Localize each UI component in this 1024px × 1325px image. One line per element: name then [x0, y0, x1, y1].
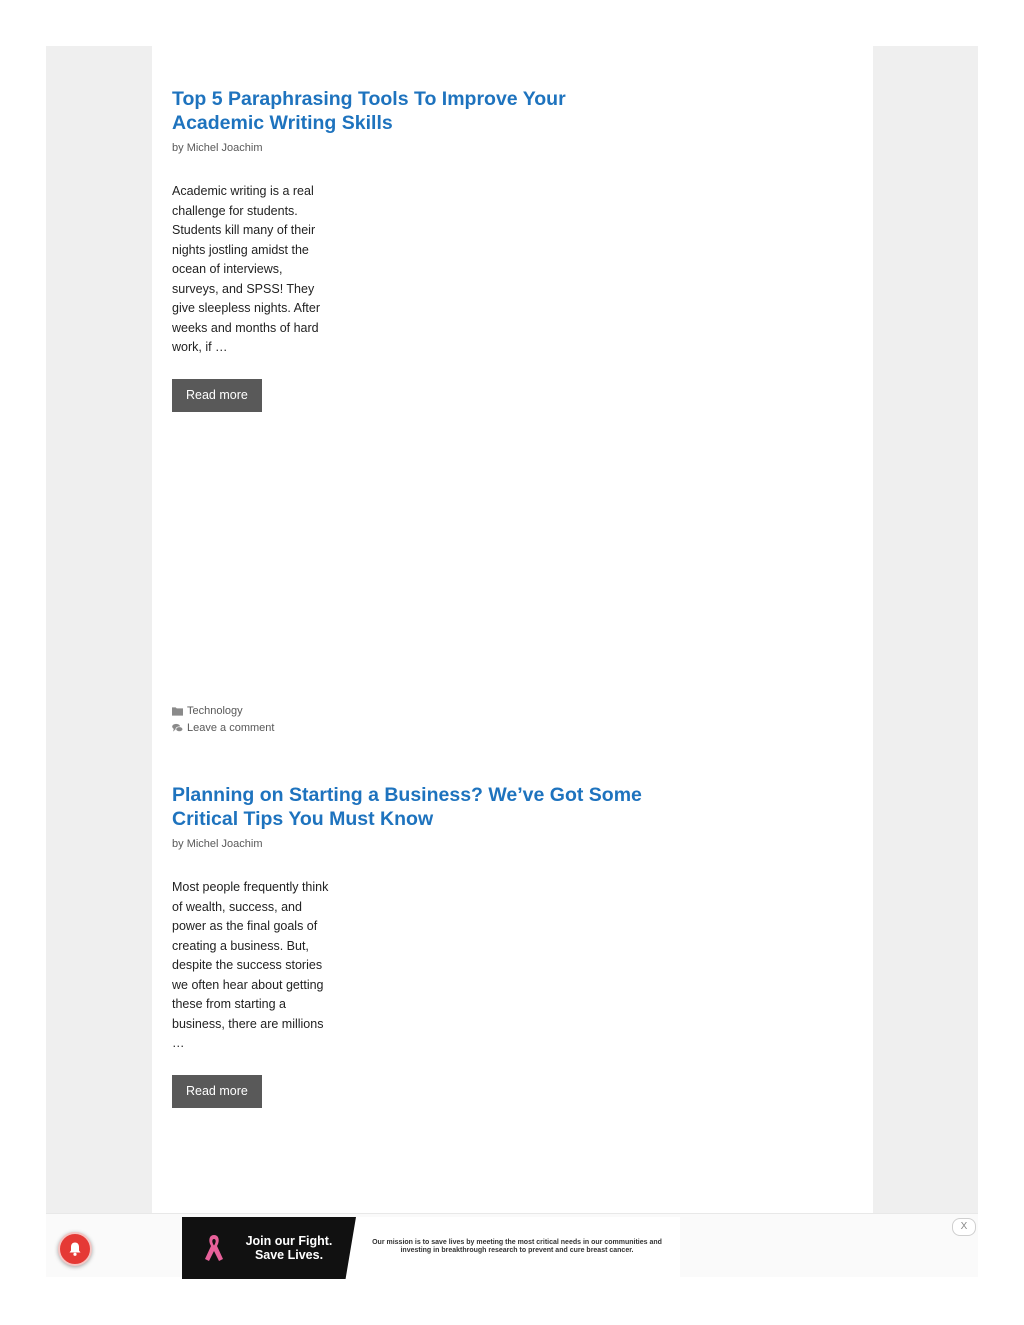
- article-title-link[interactable]: Planning on Starting a Business? We’ve Got Some Critical Tips You Must Know: [172, 784, 642, 830]
- ad-headline-line1: Join our Fight.: [245, 1234, 333, 1248]
- article-excerpt: Most people frequently think of wealth, success, and power as the final goals of creating a business. But, despite the success stories we often hear about getting these from starting a business, there are millions …: [172, 880, 329, 1050]
- leave-comment-link[interactable]: Leave a comment: [187, 721, 275, 734]
- read-more-button[interactable]: Read more: [172, 379, 262, 412]
- article-title-link[interactable]: Top 5 Paraphrasing Tools To Improve Your Academic Writing Skills: [172, 88, 566, 134]
- byline: [172, 838, 672, 850]
- ad-headline: [234, 1234, 344, 1262]
- author-link[interactable]: Michel Joachim: [186, 142, 263, 154]
- byline-prefix: by: [172, 838, 184, 850]
- article-excerpt: Academic writing is a real challenge for students. Students kill many of their nights jostling amidst the ocean of interviews, surveys, and SPSS! They give sleepless nights. After weeks and months of hard work, if …: [172, 184, 320, 354]
- notification-bell-button[interactable]: [58, 1232, 92, 1266]
- category-row: [172, 703, 274, 720]
- byline-prefix: by: [172, 142, 184, 154]
- ad-body-text: Our mission is to save lives by meeting the most critical needs in our communities and investing in breakthrough research to prevent and cure breast cancer.: [372, 1239, 662, 1254]
- ad-headline-line2: Save Lives.: [254, 1248, 324, 1262]
- read-more-button[interactable]: Read more: [172, 1075, 262, 1108]
- ribbon-icon: [202, 1233, 226, 1263]
- comment-row: [172, 720, 274, 737]
- entry-meta: [172, 703, 274, 736]
- article-card: [172, 87, 672, 412]
- ad-banner[interactable]: [182, 1217, 680, 1279]
- bell-icon: [67, 1241, 83, 1257]
- article-card: [172, 783, 672, 1108]
- comments-icon: [172, 723, 183, 733]
- byline: [172, 142, 672, 154]
- ad-close-button[interactable]: X: [952, 1218, 976, 1236]
- category-link[interactable]: Technology: [187, 705, 243, 717]
- author-link[interactable]: Michel Joachim: [186, 838, 263, 850]
- folder-icon: [172, 706, 183, 716]
